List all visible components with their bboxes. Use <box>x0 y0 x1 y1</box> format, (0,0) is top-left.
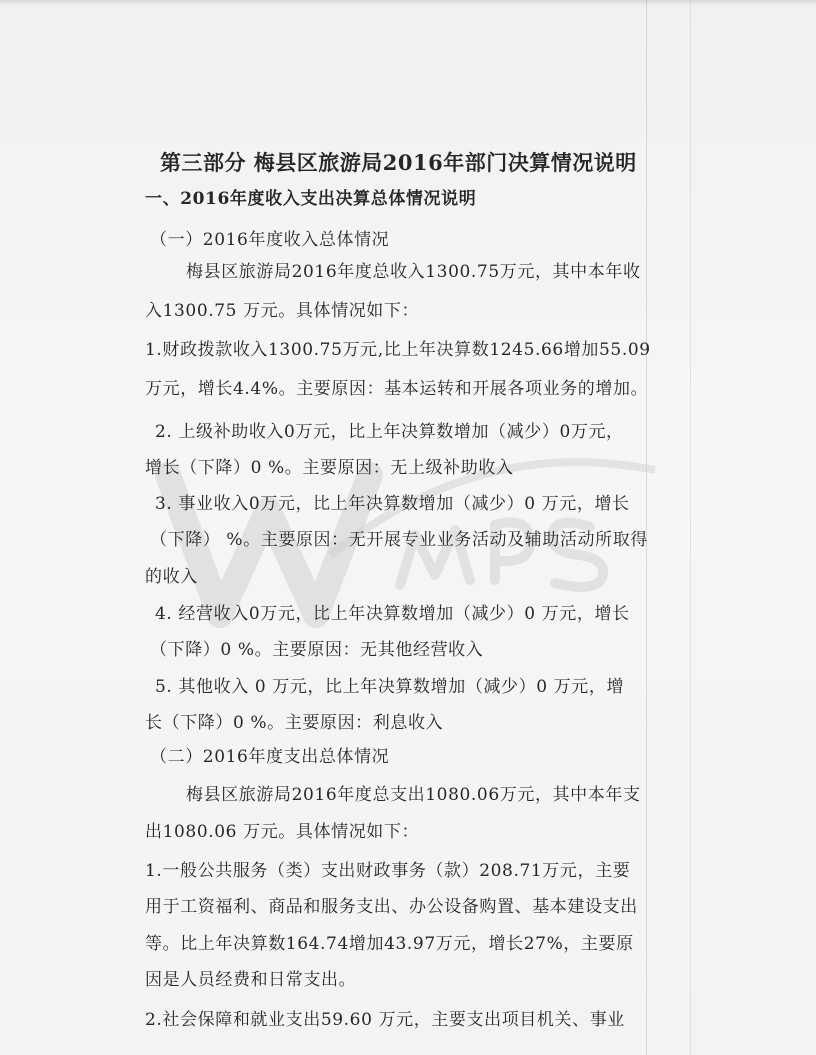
income-item-2: 2. 上级补助收入0万元，比上年决算数增加（减少）0万元， <box>155 422 624 442</box>
income-item-1: 1.财政拨款收入1300.75万元,比上年决算数1245.66增加55.09 <box>145 340 651 360</box>
section-heading: 一、2016年度收入支出决算总体情况说明 <box>145 189 477 209</box>
income-item-3: 的收入 <box>145 567 198 587</box>
page-top-edge <box>0 0 816 6</box>
scan-artifact-line <box>690 0 691 1055</box>
income-intro-line: 梅县区旅游局2016年度总收入1300.75万元，其中本年收 <box>186 262 641 282</box>
expense-item-1: 因是人员经费和日常支出。 <box>145 970 357 990</box>
subsection-heading-expense: （二）2016年度支出总体情况 <box>150 747 390 767</box>
income-item-5: 5. 其他收入 0 万元，比上年决算数增加（减少）0 万元，增 <box>155 677 625 697</box>
income-item-5: 长（下降）0 %。主要原因：利息收入 <box>145 713 444 733</box>
income-item-4: 4. 经营收入0万元，比上年决算数增加（减少）0 万元，增长 <box>155 604 630 624</box>
expense-item-1: 1.一般公共服务（类）支出财政事务（款）208.71万元，主要 <box>145 861 631 881</box>
expense-intro-line: 出1080.06 万元。具体情况如下： <box>145 822 420 842</box>
income-item-1: 万元，增长4.4%。主要原因：基本运转和开展各项业务的增加。 <box>145 379 649 399</box>
income-intro-line: 入1300.75 万元。具体情况如下： <box>145 301 420 321</box>
income-item-3: 3. 事业收入0万元，比上年决算数增加（减少）0 万元，增长 <box>155 494 630 514</box>
expense-intro-line: 梅县区旅游局2016年度总支出1080.06万元，其中本年支 <box>186 785 641 805</box>
income-item-4: （下降）0 %。主要原因：无其他经营收入 <box>150 640 484 660</box>
expense-item-2: 2.社会保障和就业支出59.60 万元，主要支出项目机关、事业 <box>145 1010 625 1030</box>
subsection-heading-income: （一）2016年度收入总体情况 <box>150 230 390 250</box>
expense-item-1: 等。比上年决算数164.74增加43.97万元，增长27%，主要原 <box>145 934 634 954</box>
scan-artifact-line <box>646 0 647 1055</box>
income-item-3: （下降） %。主要原因：无开展专业业务活动及辅助活动所取得 <box>150 530 648 550</box>
income-item-2: 增长（下降）0 %。主要原因：无上级补助收入 <box>145 458 514 478</box>
expense-item-1: 用于工资福利、商品和服务支出、办公设备购置、基本建设支出 <box>145 897 638 917</box>
document-title: 第三部分 梅县区旅游局2016年部门决算情况说明 <box>160 150 637 175</box>
